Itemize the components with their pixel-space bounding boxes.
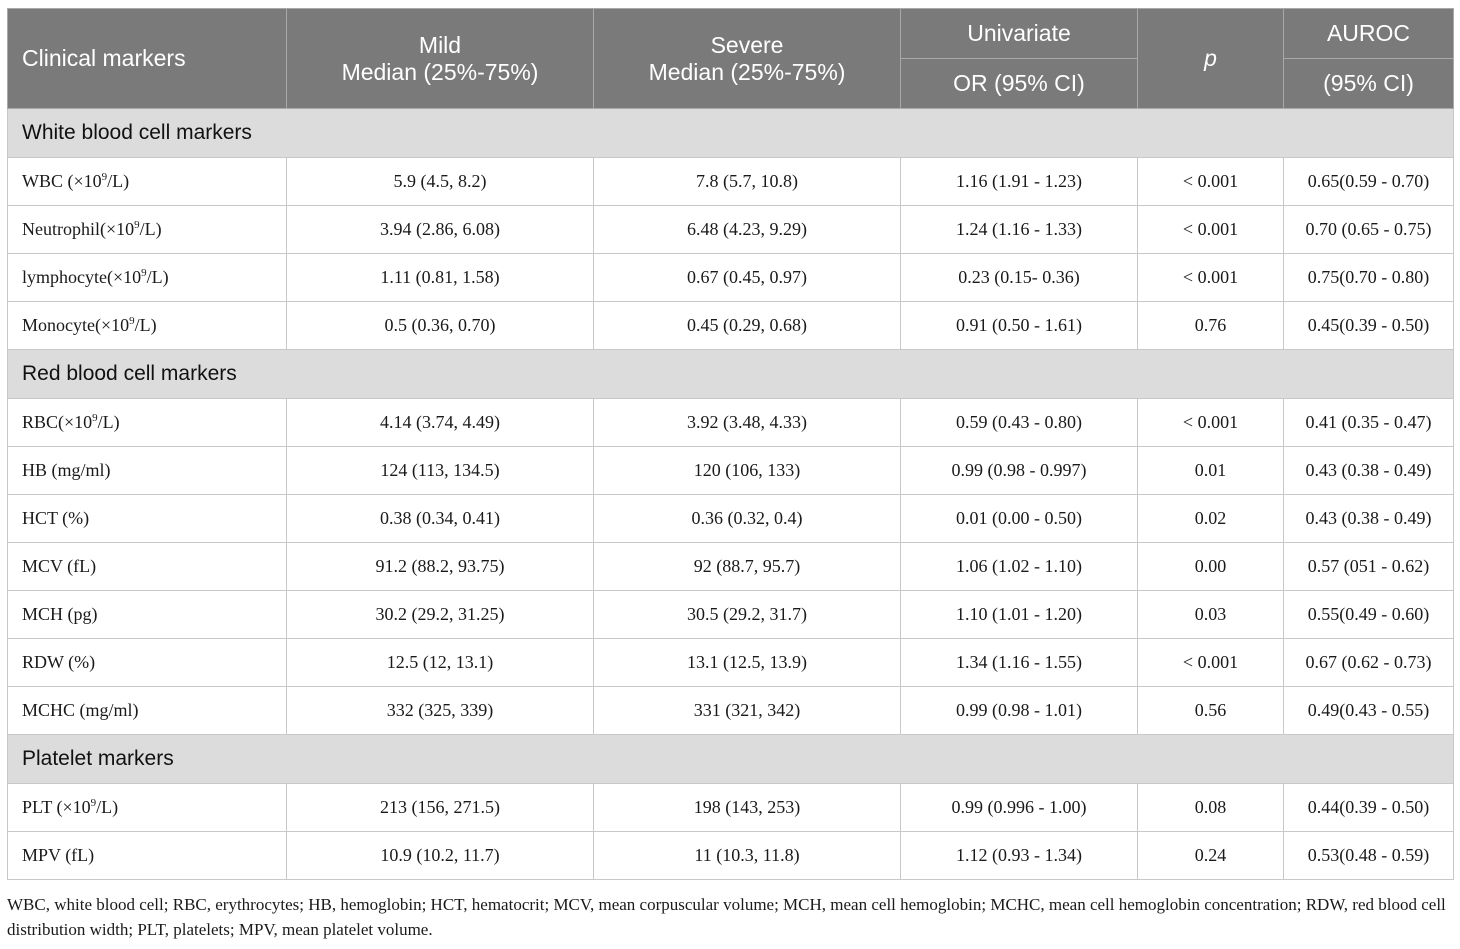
p-value-cell: 0.00 (1138, 543, 1284, 591)
marker-name-cell (8, 447, 287, 495)
auroc-cell: 0.70 (0.65 - 0.75) (1284, 206, 1454, 254)
section-header-row (8, 109, 1454, 158)
mild-median-cell: 213 (156, 271.5) (287, 784, 594, 832)
marker-name-cell (8, 495, 287, 543)
auroc-cell: 0.45(0.39 - 0.50) (1284, 302, 1454, 350)
marker-name: MCV (fL) (22, 556, 97, 576)
table-row (8, 832, 1454, 880)
mild-median-cell: 0.38 (0.34, 0.41) (287, 495, 594, 543)
table-row (8, 495, 1454, 543)
p-value-cell: 0.02 (1138, 495, 1284, 543)
marker-name: RBC(×10 (22, 412, 93, 432)
marker-name-cell (8, 832, 287, 880)
p-value-cell: 0.56 (1138, 687, 1284, 735)
marker-name-cell (8, 687, 287, 735)
p-value-cell: 0.08 (1138, 784, 1284, 832)
header-severe (594, 9, 901, 109)
unit-exponent: 9 (141, 267, 147, 279)
odds-ratio-cell: 1.24 (1.16 - 1.33) (901, 206, 1138, 254)
p-value-cell: < 0.001 (1138, 206, 1284, 254)
severe-median-cell: 7.8 (5.7, 10.8) (594, 158, 901, 206)
odds-ratio-cell: 1.12 (0.93 - 1.34) (901, 832, 1138, 880)
marker-name: HB (mg/ml) (22, 460, 111, 480)
odds-ratio-cell: 0.91 (0.50 - 1.61) (901, 302, 1138, 350)
p-value-cell: 0.01 (1138, 447, 1284, 495)
marker-name-cell (8, 639, 287, 687)
unit-suffix: /L) (134, 315, 157, 335)
auroc-cell: 0.57 (051 - 0.62) (1284, 543, 1454, 591)
p-value-cell: < 0.001 (1138, 158, 1284, 206)
section-header-row (8, 350, 1454, 399)
p-value-cell: < 0.001 (1138, 399, 1284, 447)
table-row (8, 206, 1454, 254)
odds-ratio-cell: 0.23 (0.15- 0.36) (901, 254, 1138, 302)
table-body (8, 109, 1454, 880)
severe-median-cell: 13.1 (12.5, 13.9) (594, 639, 901, 687)
marker-name: MCHC (mg/ml) (22, 700, 139, 720)
marker-name: Monocyte(×10 (22, 315, 130, 335)
odds-ratio-cell: 1.10 (1.01 - 1.20) (901, 591, 1138, 639)
header-severe-line1: Severe (710, 31, 784, 58)
unit-suffix: /L) (139, 219, 162, 239)
unit-exponent: 9 (101, 171, 108, 183)
auroc-cell: 0.55(0.49 - 0.60) (1284, 591, 1454, 639)
table-row (8, 302, 1454, 350)
auroc-cell: 0.43 (0.38 - 0.49) (1284, 447, 1454, 495)
data-table-container (7, 8, 1453, 880)
header-or-ci: OR (95% CI) (901, 59, 1138, 109)
header-mild (287, 9, 594, 109)
marker-name-cell (8, 543, 287, 591)
p-value-cell: 0.03 (1138, 591, 1284, 639)
marker-name: RDW (%) (22, 652, 96, 672)
odds-ratio-cell: 1.34 (1.16 - 1.55) (901, 639, 1138, 687)
mild-median-cell: 12.5 (12, 13.1) (287, 639, 594, 687)
unit-suffix: /L) (96, 797, 119, 817)
header-p-value: p (1138, 9, 1284, 109)
table-row (8, 399, 1454, 447)
severe-median-cell: 0.36 (0.32, 0.4) (594, 495, 901, 543)
table-row (8, 254, 1454, 302)
marker-name-cell (8, 158, 287, 206)
marker-name: MCH (pg) (22, 604, 98, 624)
unit-exponent: 9 (129, 315, 135, 327)
odds-ratio-cell: 0.59 (0.43 - 0.80) (901, 399, 1138, 447)
odds-ratio-cell: 0.99 (0.98 - 0.997) (901, 447, 1138, 495)
odds-ratio-cell: 0.01 (0.00 - 0.50) (901, 495, 1138, 543)
table-row (8, 543, 1454, 591)
header-auroc: AUROC (1284, 9, 1454, 59)
table-row (8, 639, 1454, 687)
severe-median-cell: 331 (321, 342) (594, 687, 901, 735)
auroc-cell: 0.65(0.59 - 0.70) (1284, 158, 1454, 206)
mild-median-cell: 10.9 (10.2, 11.7) (287, 832, 594, 880)
marker-name: WBC (×10 (22, 171, 102, 191)
mild-median-cell: 332 (325, 339) (287, 687, 594, 735)
section-title: White blood cell markers (8, 109, 1454, 158)
odds-ratio-cell: 1.06 (1.02 - 1.10) (901, 543, 1138, 591)
marker-name-cell (8, 591, 287, 639)
p-value-cell: 0.76 (1138, 302, 1284, 350)
mild-median-cell: 3.94 (2.86, 6.08) (287, 206, 594, 254)
severe-median-cell: 6.48 (4.23, 9.29) (594, 206, 901, 254)
p-value-cell: < 0.001 (1138, 639, 1284, 687)
odds-ratio-cell: 0.99 (0.98 - 1.01) (901, 687, 1138, 735)
odds-ratio-cell: 1.16 (1.91 - 1.23) (901, 158, 1138, 206)
clinical-markers-table (7, 8, 1454, 880)
table-header (8, 9, 1454, 109)
auroc-cell: 0.67 (0.62 - 0.73) (1284, 639, 1454, 687)
table-row (8, 447, 1454, 495)
p-value-cell: 0.24 (1138, 832, 1284, 880)
marker-name: HCT (%) (22, 508, 90, 528)
header-severe-line2: Median (25%-75%) (648, 58, 846, 85)
auroc-cell: 0.41 (0.35 - 0.47) (1284, 399, 1454, 447)
table-row (8, 591, 1454, 639)
mild-median-cell: 30.2 (29.2, 31.25) (287, 591, 594, 639)
severe-median-cell: 30.5 (29.2, 31.7) (594, 591, 901, 639)
section-header-row (8, 735, 1454, 784)
table-row (8, 687, 1454, 735)
mild-median-cell: 4.14 (3.74, 4.49) (287, 399, 594, 447)
unit-exponent: 9 (90, 797, 97, 809)
header-clinical-markers: Clinical markers (8, 9, 287, 109)
mild-median-cell: 91.2 (88.2, 93.75) (287, 543, 594, 591)
severe-median-cell: 11 (10.3, 11.8) (594, 832, 901, 880)
mild-median-cell: 1.11 (0.81, 1.58) (287, 254, 594, 302)
severe-median-cell: 92 (88.7, 95.7) (594, 543, 901, 591)
mild-median-cell: 5.9 (4.5, 8.2) (287, 158, 594, 206)
header-mild-line1: Mild (418, 31, 462, 58)
auroc-cell: 0.53(0.48 - 0.59) (1284, 832, 1454, 880)
table-footnote: WBC, white blood cell; RBC, erythrocytes; HB, hemoglobin; HCT, hematocrit; MCV, mean corpuscular volume; MCH, mean cell hemoglobin; MCHC, mean cell hemoglobin concentration; RDW, red blood cell distribution width; PLT, platelets; MPV, mean platelet volume. (7, 895, 1446, 939)
section-title: Platelet markers (8, 735, 1454, 784)
severe-median-cell: 120 (106, 133) (594, 447, 901, 495)
table-row (8, 784, 1454, 832)
severe-median-cell: 0.45 (0.29, 0.68) (594, 302, 901, 350)
severe-median-cell: 3.92 (3.48, 4.33) (594, 399, 901, 447)
table-row (8, 158, 1454, 206)
marker-name-cell (8, 302, 287, 350)
marker-name: MPV (fL) (22, 845, 95, 865)
marker-name: Neutrophil(×10 (22, 219, 135, 239)
marker-name-cell (8, 784, 287, 832)
auroc-cell: 0.75(0.70 - 0.80) (1284, 254, 1454, 302)
auroc-cell: 0.44(0.39 - 0.50) (1284, 784, 1454, 832)
auroc-cell: 0.43 (0.38 - 0.49) (1284, 495, 1454, 543)
marker-name: PLT (×10 (22, 797, 91, 817)
section-title: Red blood cell markers (8, 350, 1454, 399)
marker-name: lymphocyte(×10 (22, 267, 142, 287)
severe-median-cell: 0.67 (0.45, 0.97) (594, 254, 901, 302)
unit-exponent: 9 (92, 412, 98, 424)
header-auroc-ci: (95% CI) (1284, 59, 1454, 109)
marker-name-cell (8, 399, 287, 447)
unit-exponent: 9 (134, 219, 140, 231)
header-mild-line2: Median (25%-75%) (341, 58, 539, 85)
p-value-cell: < 0.001 (1138, 254, 1284, 302)
header-univariate: Univariate (901, 9, 1138, 59)
unit-suffix: /L) (107, 171, 130, 191)
mild-median-cell: 124 (113, 134.5) (287, 447, 594, 495)
severe-median-cell: 198 (143, 253) (594, 784, 901, 832)
unit-suffix: /L) (97, 412, 120, 432)
auroc-cell: 0.49(0.43 - 0.55) (1284, 687, 1454, 735)
odds-ratio-cell: 0.99 (0.996 - 1.00) (901, 784, 1138, 832)
unit-suffix: /L) (146, 267, 169, 287)
marker-name-cell (8, 206, 287, 254)
marker-name-cell (8, 254, 287, 302)
mild-median-cell: 0.5 (0.36, 0.70) (287, 302, 594, 350)
